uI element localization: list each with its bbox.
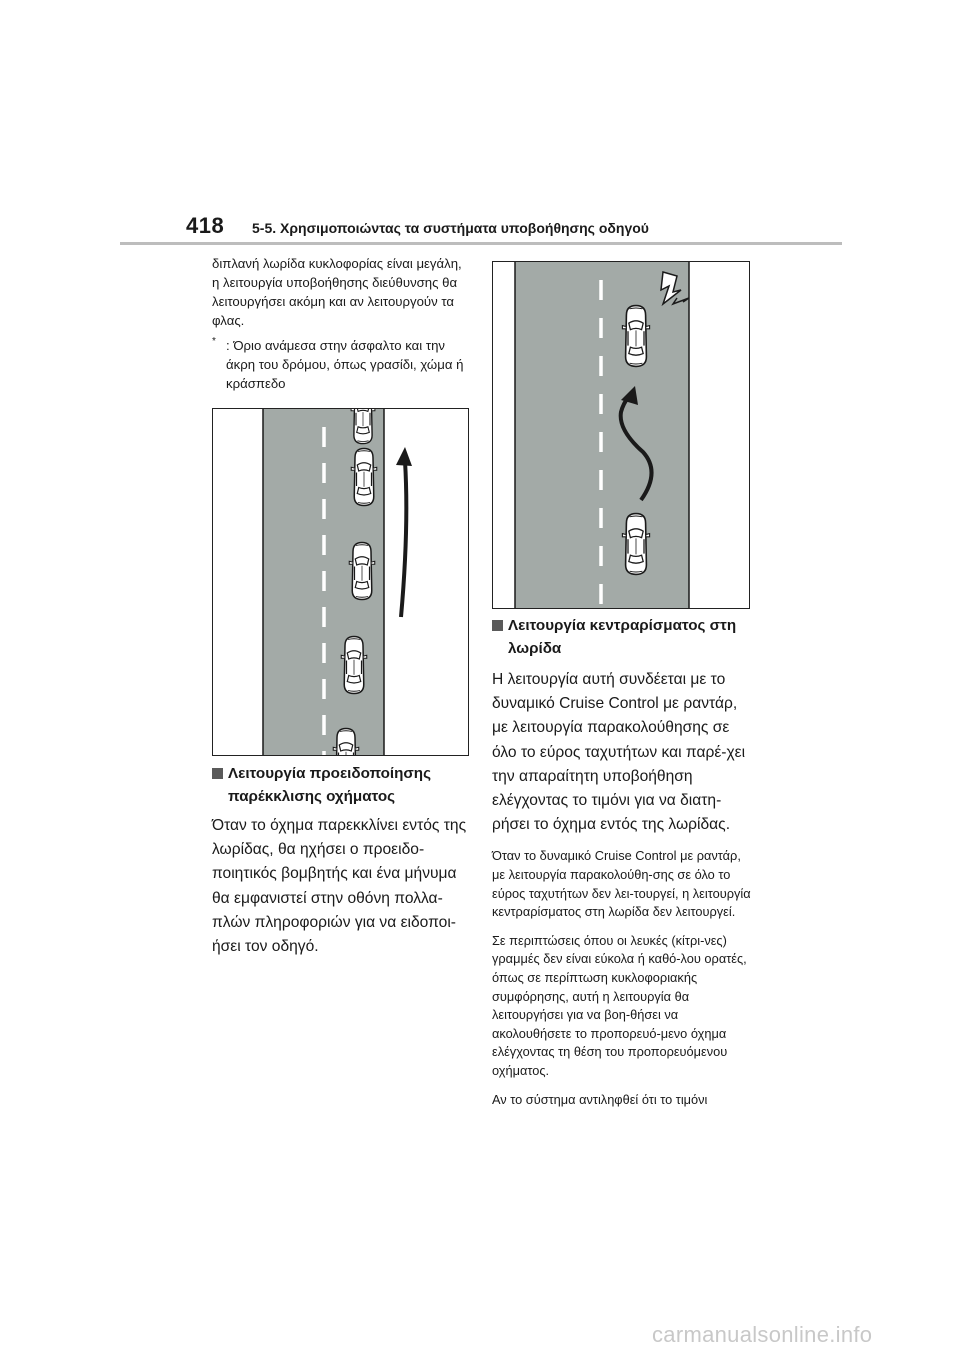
square-bullet-icon (212, 768, 223, 779)
lane-departure-heading (212, 762, 472, 808)
footnote (212, 336, 472, 393)
header-divider (120, 242, 842, 245)
note-paragraph: Αν το σύστημα αντιληφθεί ότι το τιμόνι (492, 1091, 708, 1107)
page-number: 418 (186, 213, 225, 238)
left-column (212, 254, 472, 393)
lane-departure-body: Όταν το όχημα παρεκκλίνει εντός της λωρίδας, θα ηχήσει ο προειδο-ποιητικός βομβητής και ένα μήνυμα θα εμφανιστεί στην οθόνη πολλα-πλών πληροφοριών για να ειδοποι-ήσει τον οδηγό. (212, 817, 467, 956)
lane-centering-figure (492, 261, 750, 609)
intro-paragraph: διπλανή λωρίδα κυκλοφορίας είναι μεγάλη, η λειτουργία υποβοήθησης διεύθυνσης θα λειτουργήσει ακόμη και αν λειτουργούν τα φλας. (212, 256, 462, 328)
car-icon (622, 514, 649, 575)
arrow-icon (401, 461, 406, 617)
square-bullet-icon (492, 620, 503, 631)
arrow-head-icon (396, 447, 412, 466)
lane-centering-heading-text: Λειτουργία κεντραρίσματος στη λωρίδα (508, 617, 737, 657)
section-title: 5-5. Χρησιμοποιώντας τα συστήματα υποβοήθησης οδηγού (252, 220, 649, 236)
footnote-mark: * (212, 336, 216, 347)
note-paragraph: Σε περιπτώσεις όπου οι λευκές (κίτρι-νες) γραμμές δεν είναι εύκολα ή καθό-λου ορατές, όπως σε περίπτωση κυκλοφοριακής συμφόρησης, αυτή η λειτουργία θα λειτουργήσει για να βοη-θήσει να ακολουθήσετε το προπορευό-μενο όχημα ελέγχοντας τη θέση του προπορευόμενου οχήματος. (492, 932, 747, 1078)
car-icon (349, 543, 375, 600)
right-column (492, 614, 754, 1109)
car-icon (622, 306, 649, 367)
car-icon (351, 409, 375, 444)
lane-departure-heading-text: Λειτουργία προειδοποίησης παρέκκλισης οχήματος (228, 765, 431, 805)
left-column-lower (212, 762, 472, 959)
car-icon (341, 637, 367, 694)
note-paragraph: Όταν το δυναμικό Cruise Control με ραντάρ, με λειτουργία παρακολούθη-σης σε όλο το εύρος ταχυτήτων δεν λει-τουργεί, η λειτουργία κεντραρίσματος στη λωρίδα δεν λειτουργεί. (492, 848, 751, 920)
footnote-text: : Όριο ανάμεσα στην άσφαλτο και την άκρη του δρόμου, όπως γρασίδι, χώμα ή κράσπεδο (226, 338, 464, 391)
lane-centering-body: Η λειτουργία αυτή συνδέεται με το δυναμικό Cruise Control με ραντάρ, με λειτουργία παρακολούθησης σε όλο το εύρος ταχυτήτων και παρέ-χει την απαραίτητη υποβοήθηση ελέγχοντας το τιμόνι για να διατη-ρήσει το όχημα εντός της λωρίδας. (492, 671, 746, 834)
lane-centering-heading (492, 614, 754, 660)
watermark: carmanualsonline.info (652, 1322, 873, 1347)
lane-departure-figure (212, 408, 469, 756)
car-icon (351, 449, 377, 506)
